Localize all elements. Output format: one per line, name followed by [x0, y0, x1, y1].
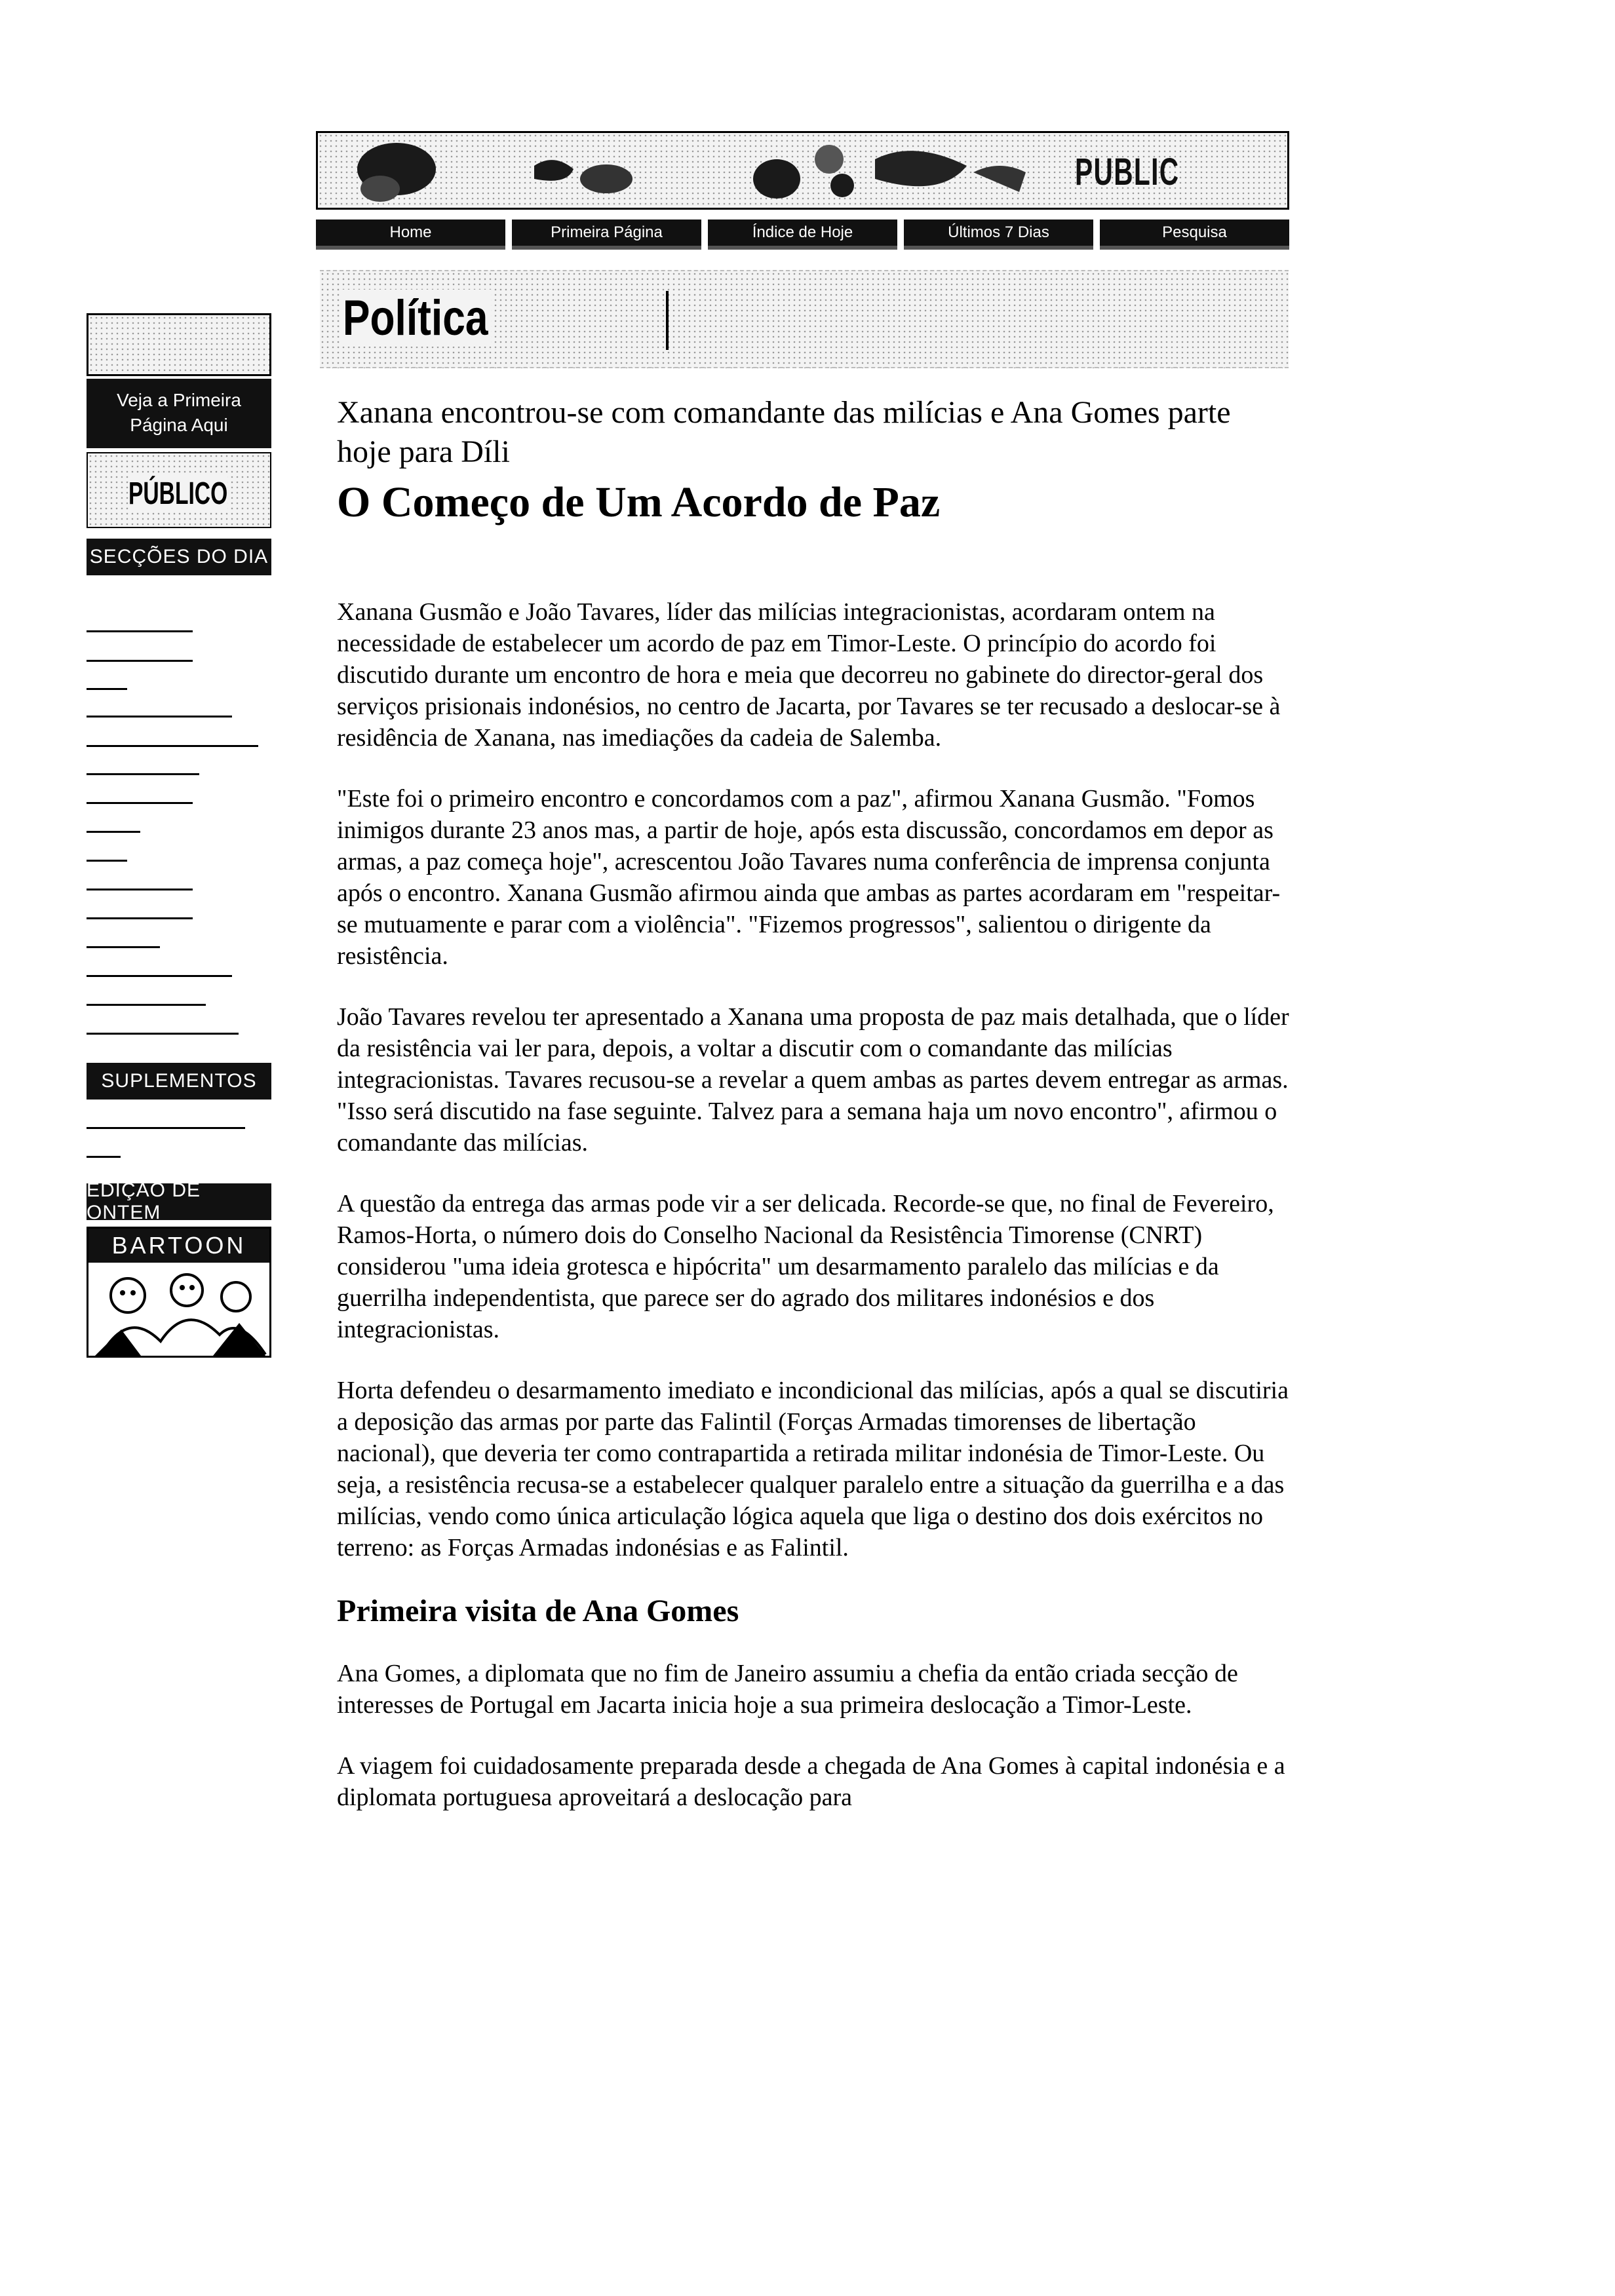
- article-paragraph: A viagem foi cuidadosamente preparada desde a chegada de Ana Gomes à capital indonésia e a diplomata portuguesa aproveitará a deslocação para: [337, 1752, 1285, 1811]
- sidebar-bartoon-link[interactable]: [87, 1227, 271, 1358]
- sidebar-link[interactable]: [87, 660, 193, 662]
- section-divider: [666, 291, 669, 350]
- sidebar-publico-logo[interactable]: [87, 452, 271, 528]
- article-subhead: Primeira visita de Ana Gomes: [337, 1594, 739, 1628]
- site-banner[interactable]: [316, 131, 1289, 210]
- nav-home[interactable]: Home: [316, 220, 505, 250]
- article: [337, 393, 1300, 1843]
- sidebar-link[interactable]: [87, 1004, 206, 1006]
- sidebar-link[interactable]: [87, 1156, 121, 1158]
- sidebar-link[interactable]: [87, 1033, 239, 1035]
- publico-logo-text: PÚBLICO: [128, 476, 228, 511]
- section-header: [320, 270, 1289, 368]
- bartoon-cartoon-image: [88, 1263, 269, 1356]
- nav-ultimos-7-dias[interactable]: Últimos 7 Dias: [904, 220, 1093, 250]
- sidebar-link[interactable]: [87, 917, 193, 919]
- sidebar-link[interactable]: [87, 889, 193, 890]
- sidebar-link[interactable]: [87, 773, 199, 775]
- section-title: Política: [340, 290, 491, 347]
- sidebar-link[interactable]: [87, 716, 232, 718]
- sidebar-link[interactable]: [87, 688, 127, 690]
- sidebar-link[interactable]: [87, 946, 160, 948]
- article-paragraph: Horta defendeu o desarmamento imediato e incondicional das milícias, após a qual se discutiria a deposição das armas por parte das Falintil (Forças Armadas timorenses de libertação nacional), que deveria ter como contrapartida a retirada militar indonésia de Timor-Leste. Ou seja, a resistência recusa-se a estabelecer qualquer paralelo entre a situação da guerrilha e a das milícias, vendo como única articulação lógica aquela que liga o destino dos dois exércitos no terreno: as Forças Armadas indonésias e as Falintil.: [337, 1377, 1289, 1561]
- main-nav: [316, 220, 1289, 250]
- article-body: [337, 596, 1300, 1813]
- nav-pesquisa[interactable]: Pesquisa: [1100, 220, 1289, 250]
- article-paragraph: "Este foi o primeiro encontro e concordamos com a paz", afirmou Xanana Gusmão. "Fomos inimigos durante 23 anos mas, a partir de hoje, após esta discussão, concordamos em depor as armas, a paz começa hoje", acrescentou João Tavares numa conferência de imprensa conjunta após o encontro. Xanana Gusmão afirmou ainda que ambas as partes acordaram em "respeitar-se mutuamente e parar com a violência". "Fizemos progressos", salientou o dirigente da resistência.: [337, 785, 1281, 970]
- bartoon-title: BARTOON: [88, 1229, 269, 1263]
- sidebar-edicao-de-ontem-link[interactable]: EDIÇÃO DE ONTEM: [87, 1183, 271, 1220]
- sidebar-link[interactable]: [87, 831, 140, 833]
- sidebar-heading-seccoes: SECÇÕES DO DIA: [87, 539, 271, 575]
- sidebar-link[interactable]: [87, 1127, 245, 1129]
- promo-line-2: Página Aqui: [130, 415, 228, 435]
- article-kicker: Xanana encontrou-se com comandante das milícias e Ana Gomes parte hoje para Díli: [337, 395, 1231, 469]
- sidebar-logo-block[interactable]: [87, 313, 271, 376]
- article-paragraph: A questão da entrega das armas pode vir a ser delicada. Recorde-se que, no final de Fevereiro, Ramos-Horta, o número dois do Conselho Nacional da Resistência Timorense (CNRT) considerou "uma ideia grotesca e hipócrita" um desarmamento paralelo das milícias e da guerrilha independentista, que parece ser do agrado dos militares indonésios e dos integracionistas.: [337, 1190, 1274, 1343]
- sidebar-link[interactable]: [87, 802, 193, 804]
- sidebar-primeira-pagina-link[interactable]: [87, 379, 271, 448]
- promo-line-1: Veja a Primeira: [117, 390, 241, 410]
- sidebar-heading-suplementos: SUPLEMENTOS: [87, 1063, 271, 1100]
- nav-indice-de-hoje[interactable]: Índice de Hoje: [708, 220, 897, 250]
- article-paragraph: João Tavares revelou ter apresentado a Xanana uma proposta de paz mais detalhada, que o líder da resistência vai ler para, depois, a voltar a discutir com o comandante das milícias integracionistas. Tavares recusou-se a revelar a quem ambas as partes devem entregar as armas. "Isso será discutido na fase seguinte. Talvez para a semana haja um novo encontro", afirmou o comandante das milícias.: [337, 1003, 1289, 1157]
- article-paragraph: Ana Gomes, a diplomata que no fim de Janeiro assumiu a chefia da então criada secção de interesses de Portugal em Jacarta inicia hoje a sua primeira deslocação a Timor-Leste.: [337, 1660, 1238, 1719]
- nav-primeira-pagina[interactable]: Primeira Página: [512, 220, 701, 250]
- sidebar-link[interactable]: [87, 860, 127, 862]
- sidebar-link[interactable]: [87, 745, 258, 747]
- article-headline: O Começo de Um Acordo de Paz: [337, 478, 941, 526]
- sidebar-link[interactable]: [87, 975, 232, 977]
- brand-logo[interactable]: PUBLIC: [1075, 151, 1180, 193]
- sidebar-link[interactable]: [87, 630, 193, 632]
- article-paragraph: Xanana Gusmão e João Tavares, líder das milícias integracionistas, acordaram ontem na necessidade de estabelecer um acordo de paz em Timor-Leste. O princípio do acordo foi discutido durante um encontro de hora e meia que decorreu no gabinete do director-geral dos serviços prisionais indonésios, no centro de Jacarta, por Tavares se ter recusado a deslocar-se à residência de Xanana, nas imediações da cadeia de Salemba.: [337, 598, 1281, 752]
